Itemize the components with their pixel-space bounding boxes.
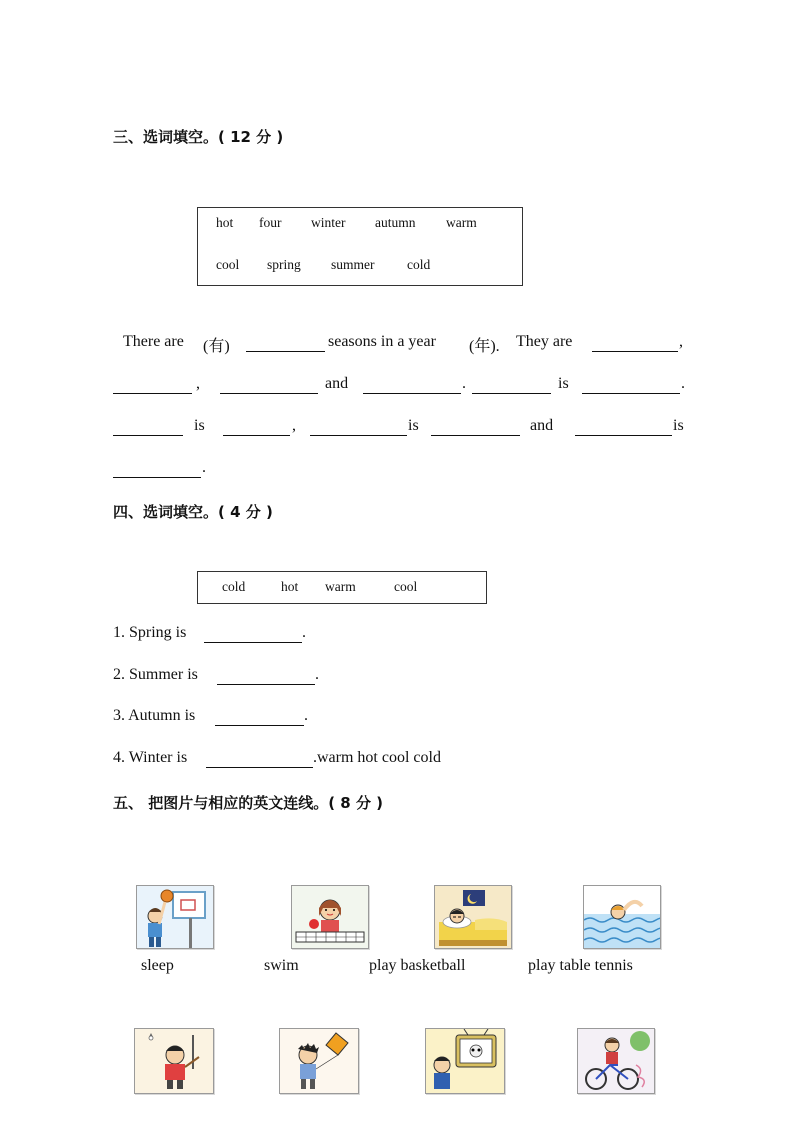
word-option: hot <box>216 215 234 230</box>
word-option: hot <box>281 579 299 594</box>
answer-blank[interactable] <box>206 753 313 768</box>
passage-text: . <box>202 459 206 476</box>
fill-item-suffix: . <box>304 707 308 724</box>
fill-item-prompt: 4. Winter is <box>113 749 188 766</box>
passage-text: (年). <box>469 338 500 355</box>
passage-text: . <box>681 375 685 392</box>
word-option: cool <box>216 257 240 272</box>
basketball-picture[interactable] <box>136 885 214 949</box>
swimming-illustration <box>584 886 660 948</box>
answer-blank[interactable] <box>204 628 302 643</box>
passage-text: seasons in a year <box>328 333 436 350</box>
answer-blank[interactable] <box>217 670 315 685</box>
word-option: spring <box>267 257 301 272</box>
word-option: cold <box>222 579 246 594</box>
cycling-illustration <box>578 1029 654 1093</box>
answer-blank[interactable] <box>113 463 201 478</box>
section4-word-box <box>197 571 487 604</box>
answer-blank[interactable] <box>592 337 678 352</box>
word-option: winter <box>311 215 346 230</box>
swimming-picture[interactable] <box>583 885 661 949</box>
kite-illustration <box>280 1029 358 1093</box>
answer-blank[interactable] <box>575 421 672 436</box>
fill-item-suffix: . <box>302 624 306 641</box>
answer-blank[interactable] <box>223 421 290 436</box>
answer-blank[interactable] <box>113 421 183 436</box>
passage-text: and <box>325 375 349 392</box>
passage-text: and <box>530 417 554 434</box>
answer-blank[interactable] <box>215 711 304 726</box>
passage-text: They are <box>516 333 573 350</box>
badminton-picture[interactable] <box>134 1028 214 1094</box>
table-tennis-picture[interactable] <box>291 885 369 949</box>
word-option: autumn <box>375 215 416 230</box>
match-label-sleep[interactable]: sleep <box>141 957 174 974</box>
cycling-picture[interactable] <box>577 1028 655 1094</box>
passage-text: , <box>679 333 683 350</box>
sleeping-illustration <box>435 886 511 948</box>
answer-blank[interactable] <box>363 379 461 394</box>
section3-word-box <box>197 207 523 286</box>
match-label-play-basketball[interactable]: play basketball <box>369 957 466 974</box>
fill-item-suffix: .warm hot cool cold <box>313 749 441 766</box>
kite-picture[interactable] <box>279 1028 359 1094</box>
passage-text: is <box>673 417 684 434</box>
passage-text: is <box>194 417 205 434</box>
word-option: cold <box>407 257 431 272</box>
section3-heading: 三、选词填空。( 12 分 ) <box>113 128 284 146</box>
answer-blank[interactable] <box>472 379 551 394</box>
fill-item-prompt: 2. Summer is <box>113 666 198 683</box>
answer-blank[interactable] <box>220 379 318 394</box>
passage-text: . <box>462 375 466 392</box>
table-tennis-illustration <box>292 886 368 948</box>
word-option: summer <box>331 257 375 272</box>
match-label-play-table-tennis[interactable]: play table tennis <box>528 957 633 974</box>
section5-heading: 五、 把图片与相应的英文连线。( 8 分 ) <box>113 794 384 812</box>
passage-text: , <box>292 417 296 434</box>
answer-blank[interactable] <box>431 421 520 436</box>
word-option: cool <box>394 579 418 594</box>
sleeping-picture[interactable] <box>434 885 512 949</box>
passage-text: is <box>408 417 419 434</box>
passage-text: (有) <box>203 338 230 355</box>
section4-heading: 四、选词填空。( 4 分 ) <box>113 503 273 521</box>
match-label-swim[interactable]: swim <box>264 957 299 974</box>
passage-text: , <box>196 375 200 392</box>
basketball-illustration <box>137 886 213 948</box>
word-option: warm <box>325 579 356 594</box>
fill-item-prompt: 1. Spring is <box>113 624 187 641</box>
answer-blank[interactable] <box>582 379 680 394</box>
word-option: warm <box>446 215 477 230</box>
answer-blank[interactable] <box>310 421 407 436</box>
fill-item-prompt: 3. Autumn is <box>113 707 196 724</box>
answer-blank[interactable] <box>246 337 325 352</box>
tv-illustration <box>426 1029 504 1093</box>
passage-text: There are <box>123 333 184 350</box>
answer-blank[interactable] <box>113 379 192 394</box>
badminton-illustration <box>135 1029 213 1093</box>
word-option: four <box>259 215 282 230</box>
passage-text: is <box>558 375 569 392</box>
tv-picture[interactable] <box>425 1028 505 1094</box>
fill-item-suffix: . <box>315 666 319 683</box>
